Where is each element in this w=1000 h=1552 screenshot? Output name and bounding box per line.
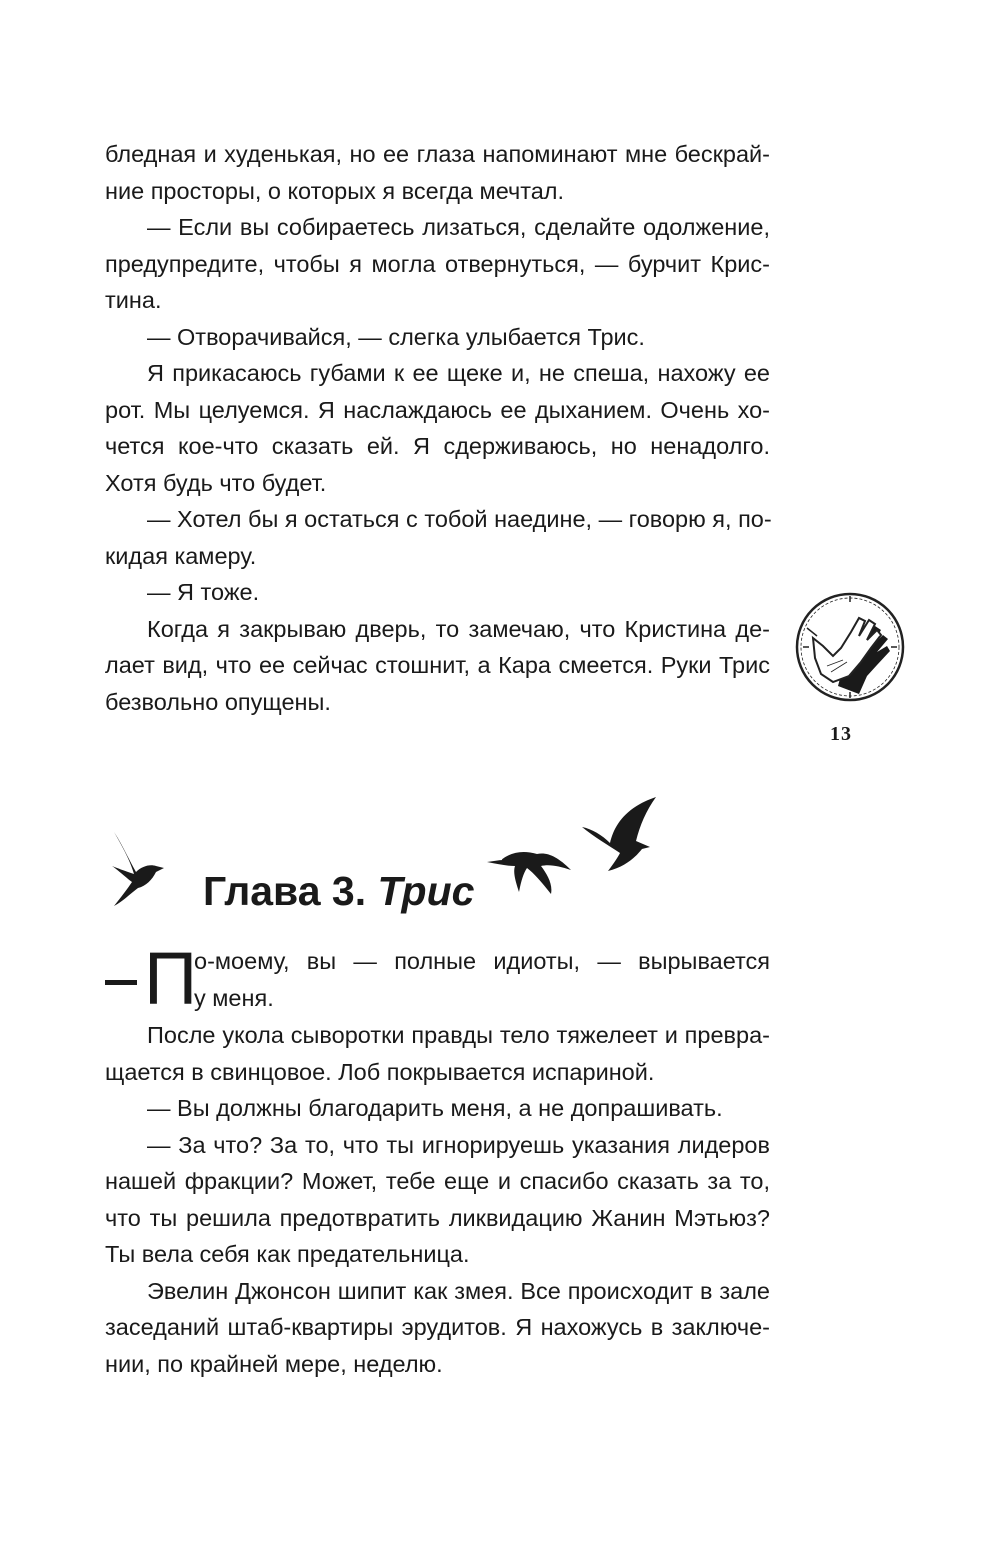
text-line: безвольно опущены. xyxy=(105,689,331,715)
bird-icon xyxy=(580,795,662,875)
text-line: — Если вы собираетесь лизаться, сделайте одолжение, xyxy=(147,214,770,240)
text-line: — Отворачивайся, — слегка улыбается Трис. xyxy=(147,324,645,350)
text-line: — Я тоже. xyxy=(147,579,260,605)
text-line: После укола сыворотки правды тело тяжелеет и превра- xyxy=(147,1022,770,1048)
text-line: — Вы должны благодарить меня, а не допрашивать. xyxy=(147,1095,723,1121)
text-line: Когда я закрываю дверь, то замечаю, что Кристина де- xyxy=(147,616,770,642)
text-line: щается в свинцовое. Лоб покрывается испариной. xyxy=(105,1059,655,1085)
text-line: лает вид, что ее сейчас стошнит, а Кара смеется. Руки Трис xyxy=(105,652,770,678)
text-line: рот. Мы целуемся. Я наслаждаюсь ее дыханием. Очень хо- xyxy=(105,397,770,423)
hands-emblem-icon xyxy=(793,590,908,705)
text-line: ние просторы, о которых я всегда мечтал. xyxy=(105,178,565,204)
text-line: Эвелин Джонсон шипит как змея. Все происходит в зале xyxy=(147,1278,770,1304)
drop-cap-dash xyxy=(105,980,137,985)
text-line: нии, по крайней мере, неделю. xyxy=(105,1351,443,1377)
text-line: Хотя будь что будет. xyxy=(105,470,327,496)
bird-icon xyxy=(108,830,168,908)
text-line: что ты решила предотвратить ликвидацию Жанин Мэтьюз? xyxy=(105,1205,770,1231)
text-line: у меня. xyxy=(194,985,274,1011)
text-line: Ты вела себя как предательница. xyxy=(105,1241,470,1267)
text-line: предупредите, чтобы я могла отвернуться, — бурчит Крис- xyxy=(105,251,770,277)
bird-icon xyxy=(485,840,575,896)
text-line: о-моему, вы — полные идиоты, — вырывается xyxy=(194,948,770,974)
text-line: — Хотел бы я остаться с тобой наедине, — говорю я, по- xyxy=(147,506,772,532)
chapter-title xyxy=(203,866,474,916)
chapter-label: Глава 3. xyxy=(203,868,367,914)
text-line: бледная и худенькая, но ее глаза напоминают мне бескрай- xyxy=(105,141,770,167)
text-line: кидая камеру. xyxy=(105,543,257,569)
text-line: нашей фракции? Может, тебе еще и спасибо сказать за то, xyxy=(105,1168,770,1194)
text-line: чется кое-что сказать ей. Я сдерживаюсь, но ненадолго. xyxy=(105,433,770,459)
page-number: 13 xyxy=(830,723,852,745)
drop-cap-letter: П xyxy=(144,937,198,1020)
text-line: Я прикасаюсь губами к ее щеке и, не спеша, нахожу ее xyxy=(147,360,770,386)
text-line: заседаний штаб-квартиры эрудитов. Я нахожусь в заключе- xyxy=(105,1314,770,1340)
chapter-name: Трис xyxy=(377,868,475,914)
text-line: — За что? За то, что ты игнорируешь указания лидеров xyxy=(147,1132,770,1158)
text-line: тина. xyxy=(105,287,162,313)
